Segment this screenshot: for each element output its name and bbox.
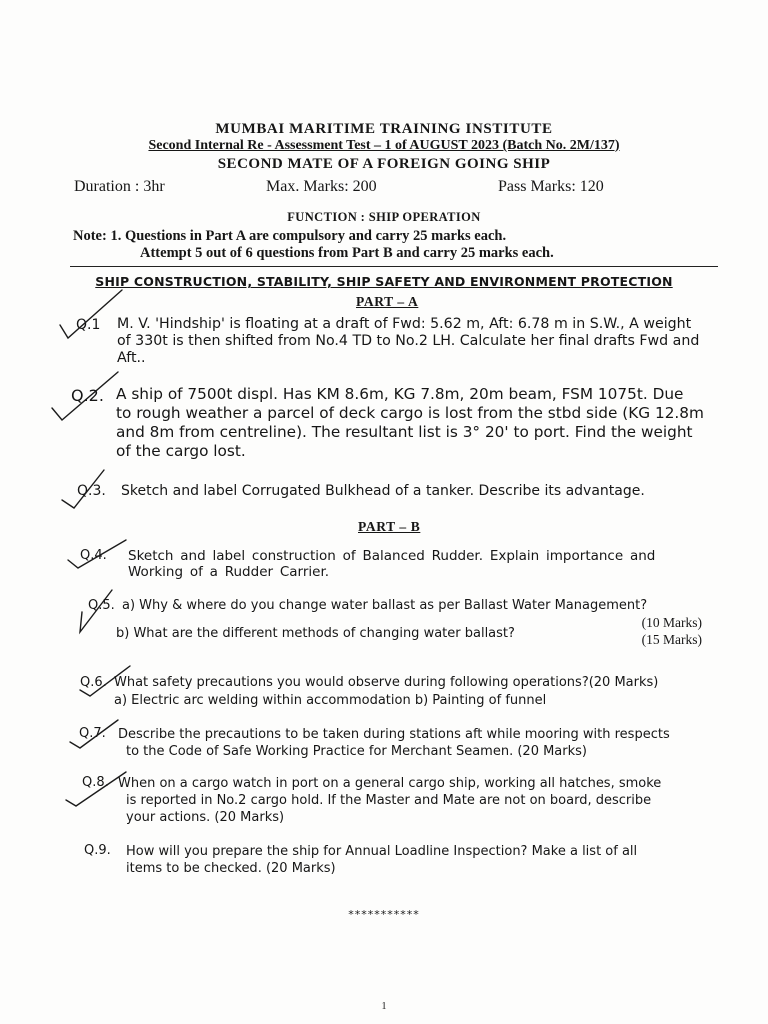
- question-text-line: and 8m from centreline). The resultant list is 3° 20' to port. Find the weight: [116, 423, 693, 441]
- question-number: Q.6.: [80, 675, 107, 690]
- question-number: Q.9.: [84, 843, 111, 858]
- question-6-text: What safety precautions you would observe during following operations?(20 Marks): [114, 675, 659, 690]
- question-number: Q.8.: [82, 775, 109, 790]
- note-line-1: Note: 1. Questions in Part A are compulsory and carry 25 marks each.: [73, 228, 507, 244]
- tick-mark-q6: [80, 666, 130, 696]
- tick-mark-q5: [80, 590, 112, 632]
- course-title: SECOND MATE OF A FOREIGN GOING SHIP: [217, 156, 551, 172]
- question-number: Q.5.: [88, 598, 115, 613]
- question-5-part-a-marks: (10 Marks): [641, 615, 702, 630]
- question-number: Q.1: [76, 317, 101, 333]
- institute-name: MUMBAI MARITIME TRAINING INSTITUTE: [215, 121, 553, 137]
- question-number: Q.2.: [71, 386, 104, 405]
- question-text-line: Sketch and label construction of Balanced Rudder. Explain importance and: [128, 548, 656, 564]
- question-number: Q.4.: [80, 548, 107, 563]
- question-text-line: your actions. (20 Marks): [126, 810, 285, 825]
- tick-mark-q1: [60, 290, 122, 338]
- max-marks: Max. Marks: 200: [266, 178, 377, 195]
- tick-mark-q3: [62, 470, 104, 508]
- question-text-line: Sketch and label Corrugated Bulkhead of a tanker. Describe its advantage.: [121, 483, 645, 499]
- question-text-line: M. V. 'Hindship' is floating at a draft of Fwd: 5.62 m, Aft: 6.78 m in S.W., A weight: [117, 316, 692, 332]
- question-text-line: Describe the precautions to be taken during stations aft while mooring with respects: [118, 727, 670, 742]
- function-title: FUNCTION : SHIP OPERATION: [287, 210, 481, 224]
- question-6-options: a) Electric arc welding within accommodation b) Painting of funnel: [114, 693, 547, 708]
- question-text-line: of the cargo lost.: [116, 442, 246, 460]
- note-line-2: Attempt 5 out of 6 questions from Part B and carry 25 marks each.: [140, 245, 554, 261]
- question-number: Q.7.: [79, 726, 106, 741]
- tick-mark-q7: [70, 720, 118, 748]
- part-a-title: PART – A: [356, 294, 419, 309]
- page-number: 1: [381, 1001, 387, 1012]
- question-text-line: items to be checked. (20 Marks): [126, 861, 336, 876]
- tick-mark-q8: [66, 772, 126, 806]
- question-5-part-a: a) Why & where do you change water ballast as per Ballast Water Management?: [122, 598, 648, 613]
- question-text-line: When on a cargo watch in port on a general cargo ship, working all hatches, smoke: [118, 776, 662, 791]
- question-text-line: is reported in No.2 cargo hold. If the Master and Mate are not on board, describe: [126, 793, 652, 808]
- question-text-line: How will you prepare the ship for Annual Loadline Inspection? Make a list of all: [126, 844, 638, 859]
- question-text-line: A ship of 7500t displ. Has KM 8.6m, KG 7.8m, 20m beam, FSM 1075t. Due: [116, 385, 684, 403]
- question-text-line: of 330t is then shifted from No.4 TD to No.2 LH. Calculate her final drafts Fwd and: [117, 333, 700, 349]
- tick-mark-q4: [68, 540, 126, 568]
- end-marker: ***********: [348, 908, 420, 921]
- question-text-line: Aft..: [117, 350, 146, 366]
- section-title: SHIP CONSTRUCTION, STABILITY, SHIP SAFETY AND ENVIRONMENT PROTECTION: [95, 274, 673, 289]
- question-text-line: to the Code of Safe Working Practice for Merchant Seamen. (20 Marks): [126, 744, 587, 759]
- test-title: Second Internal Re - Assessment Test – 1 of AUGUST 2023 (Batch No. 2M/137): [148, 138, 620, 153]
- question-number: Q.3.: [77, 483, 106, 499]
- question-text-line: to rough weather a parcel of deck cargo is lost from the stbd side (KG 12.8m: [116, 404, 704, 422]
- tick-mark-q2: [52, 372, 118, 420]
- question-5-part-b-marks: (15 Marks): [641, 632, 702, 647]
- pass-marks: Pass Marks: 120: [498, 178, 604, 195]
- part-b-title: PART – B: [358, 519, 421, 534]
- duration: Duration : 3hr: [74, 178, 165, 195]
- question-5-part-b: b) What are the different methods of changing water ballast?: [116, 626, 515, 641]
- question-text-line: Working of a Rudder Carrier.: [128, 564, 330, 580]
